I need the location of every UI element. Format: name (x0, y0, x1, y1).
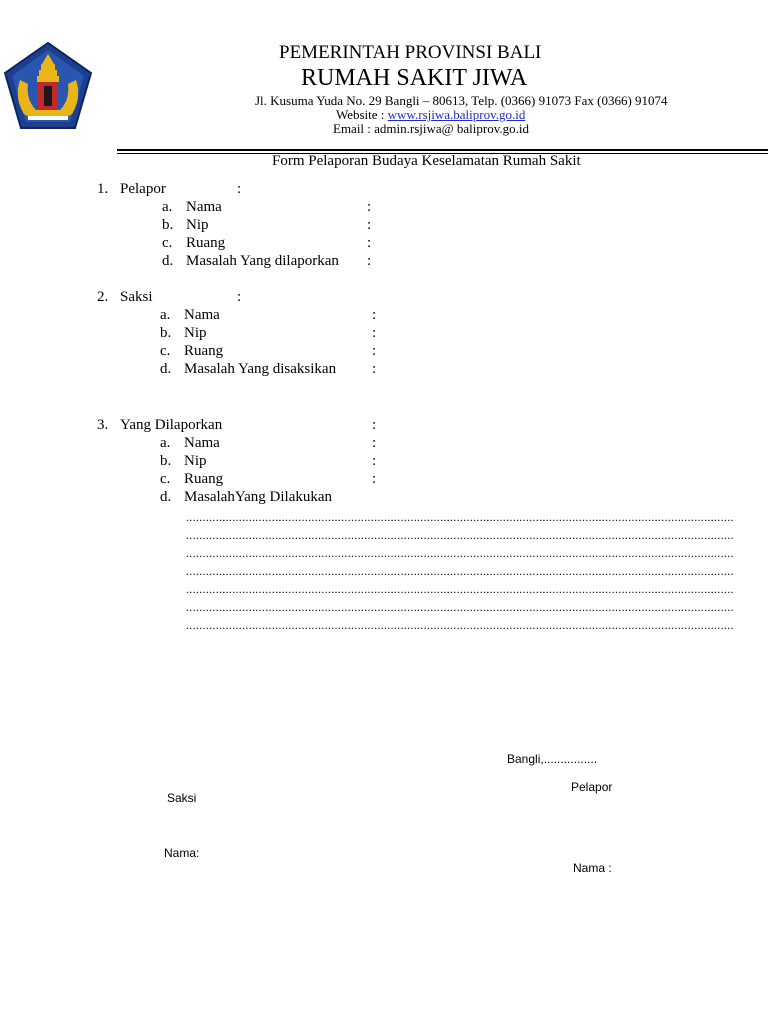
section-3-colon: : (372, 417, 377, 433)
dilaporkan-nama-label: Nama (184, 435, 220, 451)
section-3-title: Yang Dilaporkan (120, 417, 223, 433)
section-3-number: 3. (97, 417, 109, 433)
dotted-fill-line[interactable]: ...................................................................................................................................................................... (186, 564, 734, 578)
item-letter: a. (162, 199, 173, 215)
government-title: PEMERINTAH PROVINSI BALI (279, 42, 542, 63)
pelapor-nama-label: Nama (186, 199, 222, 215)
dotted-fill-line[interactable]: ...................................................................................................................................................................... (186, 546, 734, 560)
section-2-number: 2. (97, 289, 109, 305)
dotted-fill-line[interactable]: ...................................................................................................................................................................... (186, 510, 734, 524)
item-letter: a. (160, 307, 171, 323)
saksi-ruang-colon: : (372, 343, 377, 359)
website-link[interactable]: www.rsjiwa.baliprov.go.id (387, 107, 526, 122)
dotted-fill-line[interactable]: ...................................................................................................................................................................... (186, 600, 734, 614)
section-1-title: Pelapor (120, 181, 166, 197)
item-letter: a. (160, 435, 171, 451)
item-letter: b. (162, 217, 174, 233)
item-letter: b. (160, 453, 172, 469)
saksi-nama-label: Nama (184, 307, 220, 323)
item-letter: c. (162, 235, 173, 251)
section-1-colon: : (237, 181, 242, 197)
saksi-ruang-label: Ruang (184, 343, 224, 359)
hospital-address: Jl. Kusuma Yuda No. 29 Bangli – 80613, Telp. (0366) 91073 Fax (0366) 91074 (255, 93, 668, 108)
pelapor-nama-colon: : (367, 199, 372, 215)
dilaporkan-ruang-colon: : (372, 471, 377, 487)
saksi-nip-label: Nip (184, 325, 207, 341)
dilaporkan-nama-colon: : (372, 435, 377, 451)
dilaporkan-ruang-label: Ruang (184, 471, 224, 487)
section-1-number: 1. (97, 181, 109, 197)
dilaporkan-masalah-label: MasalahYang Dilakukan (184, 489, 333, 505)
form-title: Form Pelaporan Budaya Keselamatan Rumah Sakit (272, 153, 581, 169)
section-2-colon: : (237, 289, 242, 305)
pelapor-masalah-colon: : (367, 253, 372, 269)
saksi-masalah-colon: : (372, 361, 377, 377)
item-letter: c. (160, 471, 171, 487)
witness-name-label: Nama: (164, 846, 200, 860)
email-line: Email : admin.rsjiwa@ baliprov.go.id (333, 121, 529, 136)
saksi-nip-colon: : (372, 325, 377, 341)
section-2-title: Saksi (120, 289, 153, 305)
reporter-label: Pelapor (571, 780, 613, 794)
item-letter: b. (160, 325, 172, 341)
item-letter: d. (162, 253, 174, 269)
dotted-fill-line[interactable]: ...................................................................................................................................................................... (186, 618, 734, 632)
witness-label: Saksi (167, 791, 197, 805)
dilaporkan-nip-colon: : (372, 453, 377, 469)
dilaporkan-nip-label: Nip (184, 453, 207, 469)
place-date: Bangli,................ (507, 752, 598, 766)
item-letter: d. (160, 361, 172, 377)
header-rule-thick (117, 149, 768, 151)
pelapor-ruang-colon: : (367, 235, 372, 251)
pelapor-nip-colon: : (367, 217, 372, 233)
hospital-title: RUMAH SAKIT JIWA (301, 65, 528, 91)
saksi-nama-colon: : (372, 307, 377, 323)
pelapor-nip-label: Nip (186, 217, 209, 233)
dotted-fill-line[interactable]: ...................................................................................................................................................................... (186, 582, 734, 596)
item-letter: c. (160, 343, 171, 359)
bali-province-emblem (2, 40, 94, 132)
item-letter: d. (160, 489, 172, 505)
pelapor-masalah-label: Masalah Yang dilaporkan (186, 253, 339, 269)
reporter-name-label: Nama : (573, 861, 612, 875)
pelapor-ruang-label: Ruang (186, 235, 226, 251)
website-label: Website : (336, 107, 388, 122)
saksi-masalah-label: Masalah Yang disaksikan (184, 361, 337, 377)
dotted-fill-line[interactable]: ...................................................................................................................................................................... (186, 528, 734, 542)
